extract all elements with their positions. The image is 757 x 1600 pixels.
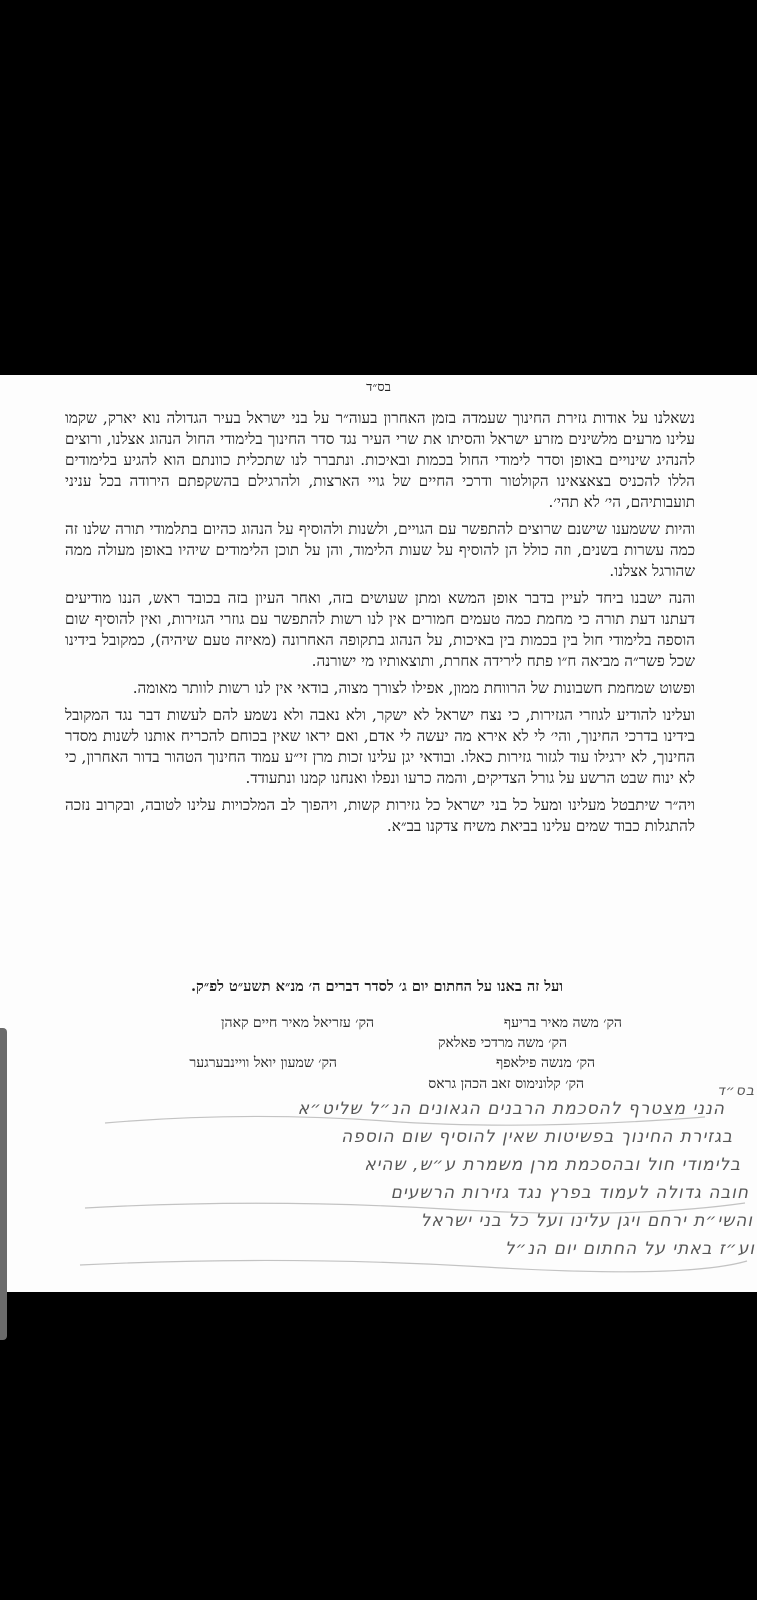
signature: הק׳ קלונימוס זאב הכהן גראס bbox=[428, 1076, 584, 1092]
signature: הק׳ משה מרדכי פאלאק bbox=[438, 1035, 567, 1051]
paragraph-6: ויה״ר שיתבטל מעלינו ומעל כל בני ישראל כל גזירות קשות, ויהפוך לב המלכויות עלינו לטובה, ובקרוב נזכה להתגלות כבוד שמים עלינו בביאת משיח צדקנו בב״א. bbox=[65, 796, 695, 835]
handwritten-line: בלימודי חול ובהסכמת מרן משמרת ע״ש, שהיא bbox=[364, 1155, 741, 1175]
handwritten-line: בגזירת החינוך בפשיטות שאין להוסיף שום הוספה bbox=[341, 1127, 733, 1147]
paragraph-2: והיות ששמענו שישנם שרוצים להתפשר עם הגויים, ולשנות ולהוסיף על הנהוג כהיום בתלמודי תורה שלנו זה כמה עשרות בשנים, וזה כולל הן להוסיף על שעות הלימוד, והן על תוכן הלימודים שיהיו באופן מעולה ממה שהורגל אצלנו. bbox=[65, 520, 695, 580]
signature: הק׳ משה מאיר בריעף bbox=[503, 1015, 622, 1031]
document-page bbox=[0, 375, 757, 1292]
closing-line: ועל זה באנו על החתום יום ג׳ לסדר דברים ה׳ מנ״א תשע״ט לפ״ק. bbox=[190, 978, 564, 995]
handwriting-strokes bbox=[65, 1083, 755, 1288]
handwritten-note bbox=[65, 1083, 755, 1288]
handwritten-line: הנני מצטרף להסכמת הרבנים הגאונים הנ״ל שליט״א bbox=[297, 1099, 725, 1119]
scroll-indicator[interactable] bbox=[0, 1028, 7, 1340]
paragraph-1: נשאלנו על אודות גזירת החינוך שעמדה בזמן האחרון בעוה״ר על בני ישראל בעיר הגדולה נוא יארק, שקמו עלינו מרעים מלשינים מזרע ישראל והסיתו את שרי העיר נגד סדר החינוך בלימודי החול הנהוג אצלנו, ורוצים להנהיג שינויים באופן וסדר לימודי החול בכמות ובאיכות. ונתברר לנו שתכלית כוונתם הוא להגיע בלימודים הללו להכניס בצאצאינו הקולטור ודרכי החיים של גויי הארצות, ולהרגילם בהשקפתם הירודה בכל עניני תועבותיהם, הי׳ לא תהי׳. bbox=[65, 409, 695, 511]
handwritten-line: והשי״ת ירחם ויגן עלינו ועל כל בני ישראל bbox=[420, 1211, 753, 1231]
document-header: בס״ד bbox=[366, 380, 391, 395]
paragraph-4: ופשוט שמחמת חשבונות של הרווחת ממון, אפילו לצורך מצוה, בודאי אין לנו רשות לוותר מאומה. bbox=[132, 679, 695, 697]
handwritten-line: וע״ז באתי על החתום יום הנ״ל bbox=[504, 1239, 755, 1259]
signature: הק׳ שמעון יואל וויינבערגער bbox=[189, 1055, 337, 1071]
paragraph-3: והנה ישבנו ביחד לעיין בדבר אופן המשא ומתן שעושים בזה, ואחר העיון בזה בכובד ראש, הננו מודיעים דעתנו דעת תורה כי מחמת כמה טעמים חמורים אין לנו רשות להתפשר עם גוזרי הגזירות, ואין להוסיף שום הוספה בלימודי חול בין בכמות בין באיכות, על הנהוג בתקופה האחרונה (מאיזה טעם שיהיה), כמקובל בידינו שכל פשר״ה מביאה ח״ו פתח לירידה אחרת, ותוצאותיו מי ישורנה. bbox=[65, 589, 695, 670]
paragraph-5: ועלינו להודיע לגוזרי הגזירות, כי נצח ישראל לא ישקר, ולא נאבה ולא נשמע להם לעשות דבר נגד המקובל בידינו בדרכי החינוך, והי׳ לי לא אירא מה יעשה לי אדם, ואם יראו שאין בכוחם להכריח אותנו לשנות מסדר החינוך, לא ירגילו עוד לגזור גזירות כאלו. ובודאי יגן עלינו זכות מרן זי״ע עמוד החינוך הטהור בדור האחרון, כי לא ינוח שבט הרשע על גורל הצדיקים, והמה כרעו ונפלו ואנחנו קמנו ונתעודד. bbox=[65, 706, 695, 787]
signature: הק׳ מנשה פילאפף bbox=[495, 1055, 595, 1071]
handwritten-line: בס״ד bbox=[717, 1083, 755, 1099]
signature: הק׳ עזריאל מאיר חיים קאהן bbox=[220, 1015, 374, 1031]
letter-body bbox=[65, 408, 695, 843]
handwritten-line: חובה גדולה לעמוד בפרץ נגד גזירות הרשעים bbox=[390, 1183, 749, 1203]
